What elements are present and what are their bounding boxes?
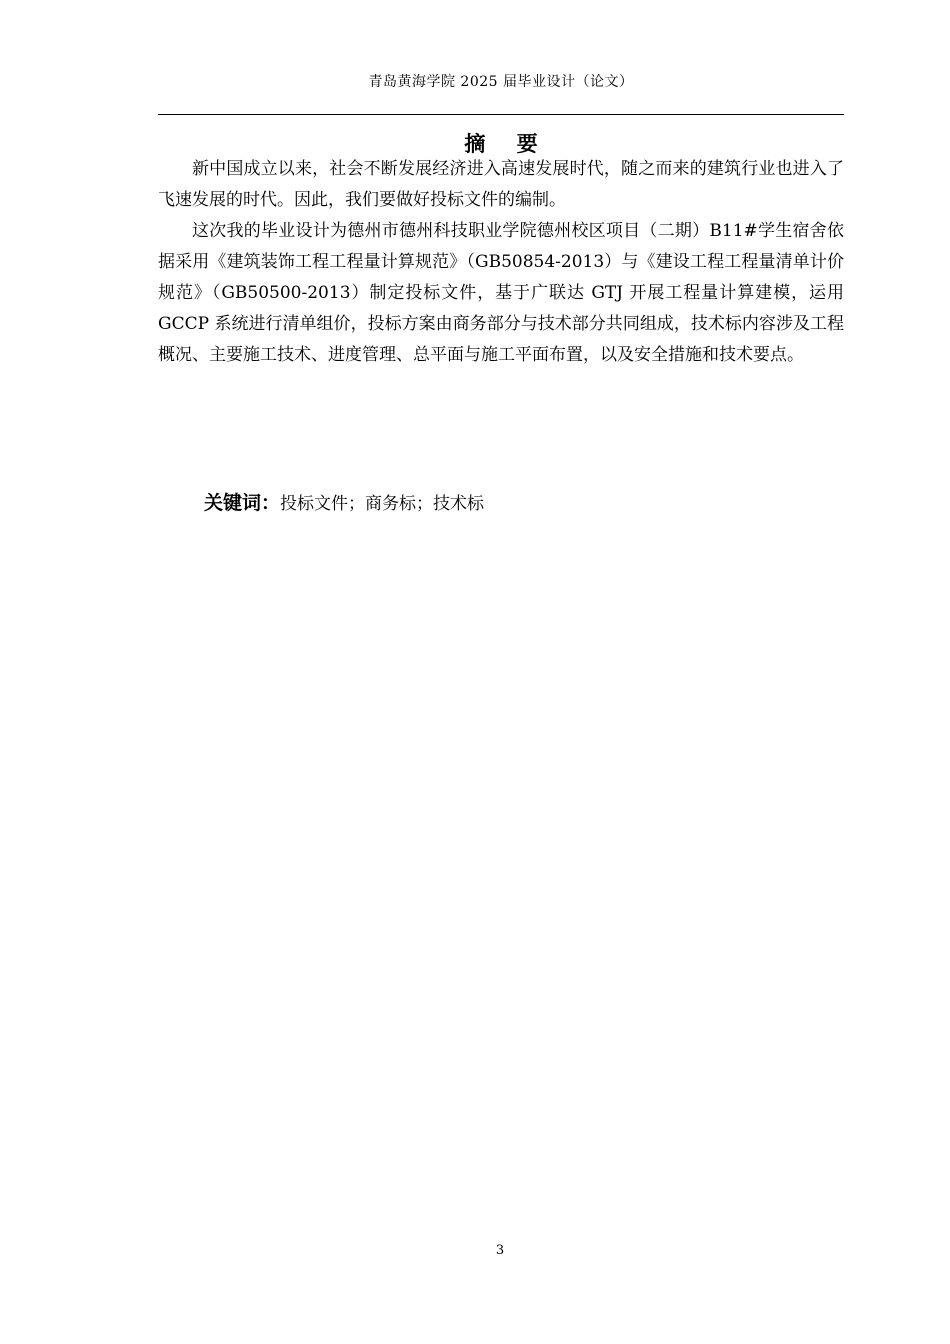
keywords-label: 关键词： xyxy=(204,492,281,514)
abstract-paragraph-1: 新中国成立以来，社会不断发展经济进入高速发展时代，随之而来的建筑行业也进入了飞速发展的时代。因此，我们要做好投标文件的编制。 xyxy=(158,159,844,210)
keywords-value: 投标文件；商务标；技术标 xyxy=(280,494,485,514)
abstract-title: 摘 要 xyxy=(464,132,550,156)
page-header: 青岛黄海学院 2025 届毕业设计（论文） xyxy=(368,74,634,90)
keywords-line xyxy=(204,488,484,519)
abstract-paragraph-2: 这次我的毕业设计为德州市德州科技职业学院德州校区项目（二期）B11#学生宿舍依据采用《建筑装饰工程工程量计算规范》（GB50854-2013）与《建设工程工程量清单计价规范》（GB50500-2013）制定投标文件，基于广联达 GTJ 开展工程量计算建模，运用 GCCP 系统进行清单组价，投标方案由商务部分与技术部分共同组成，技术标内容涉及工程概况、主要施工技术、进度管理、总平面与施工平面布置，以及安全措施和技术要点。 xyxy=(158,221,844,365)
abstract-body xyxy=(158,150,844,371)
header-divider xyxy=(158,114,844,115)
page-number: 3 xyxy=(495,1243,505,1258)
